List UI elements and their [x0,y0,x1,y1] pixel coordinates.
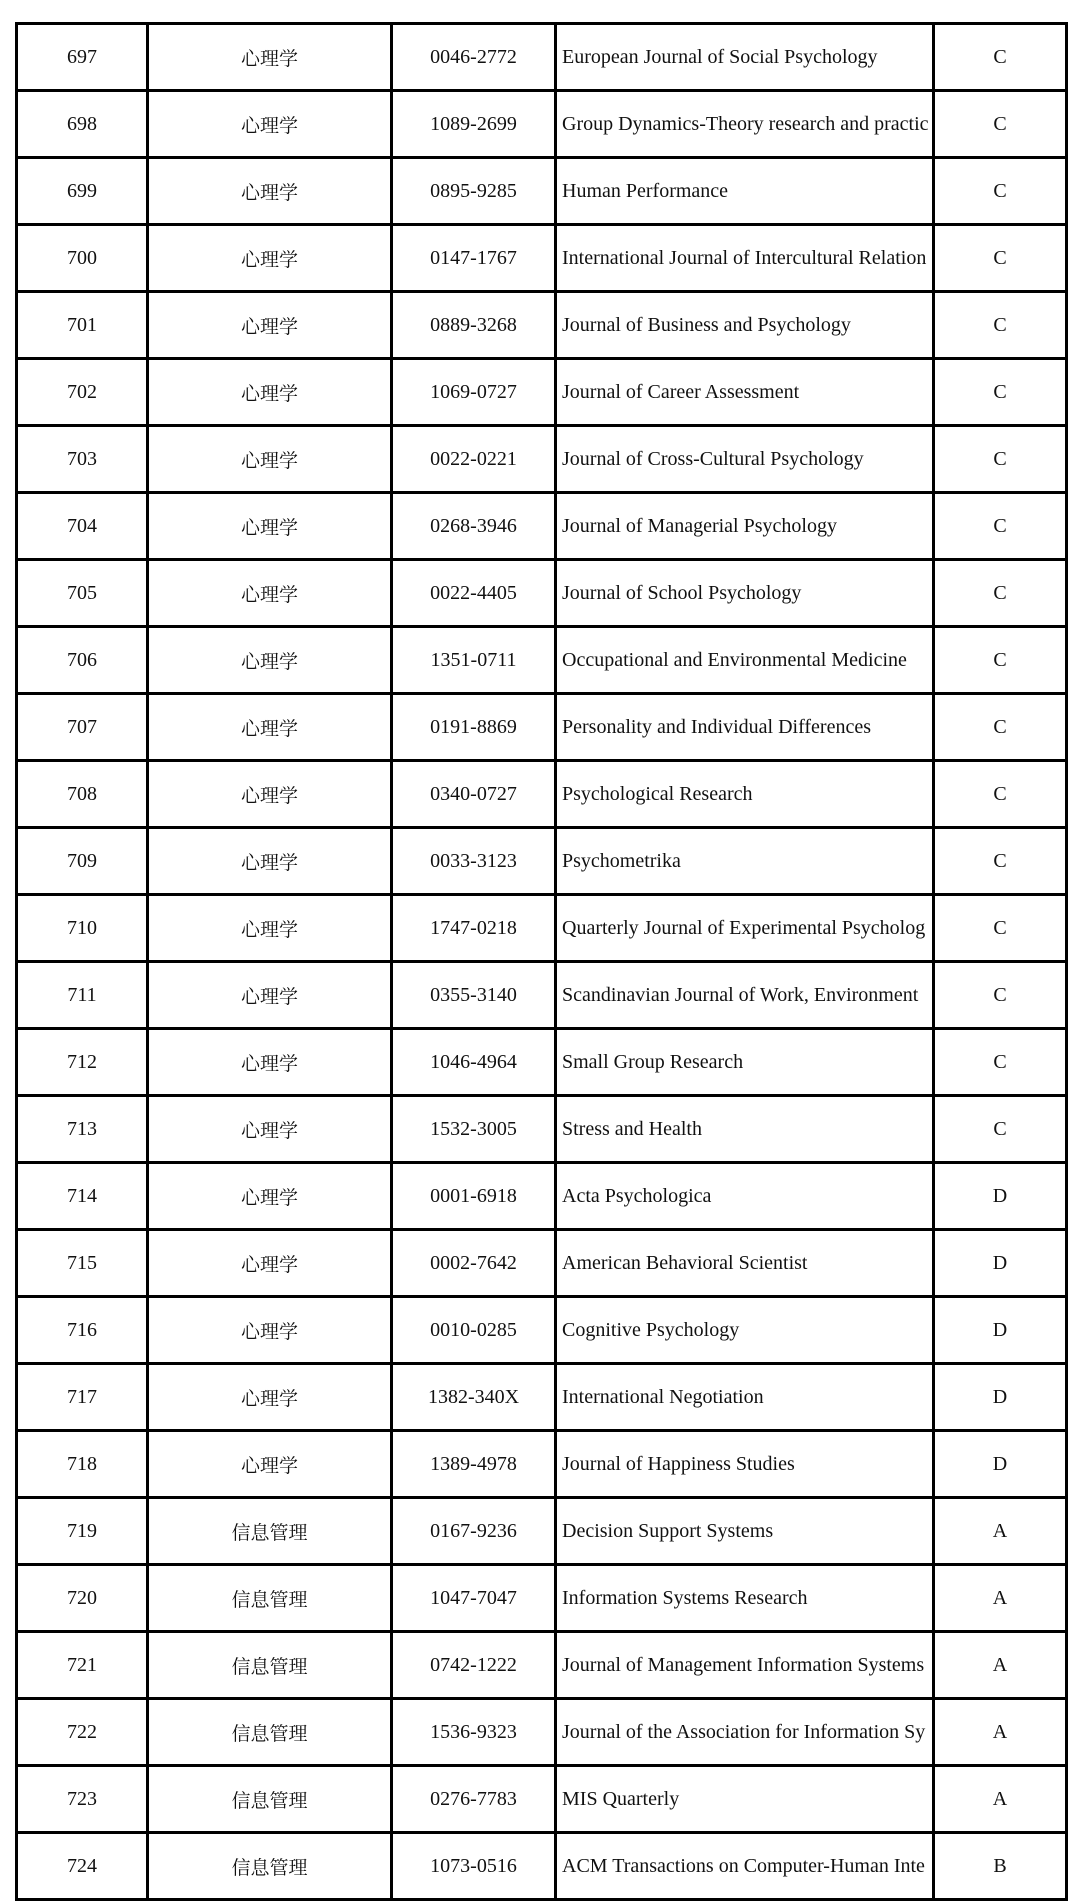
journal-name-cell: Quarterly Journal of Experimental Psycholog [556,895,934,962]
discipline-cell: 心理学 [148,560,392,627]
journal-name-cell: Journal of Management Information Systems [556,1632,934,1699]
issn-cell: 0010-0285 [392,1297,556,1364]
grade-cell: C [934,158,1067,225]
journal-name-cell: Journal of Business and Psychology [556,292,934,359]
issn-cell: 1351-0711 [392,627,556,694]
journal-name-cell: Psychological Research [556,761,934,828]
grade-cell: C [934,91,1067,158]
discipline-cell: 心理学 [148,761,392,828]
grade-cell: B [934,1833,1067,1900]
table-row [17,1431,1067,1498]
discipline-cell: 心理学 [148,1297,392,1364]
table-row [17,225,1067,292]
table-row [17,1565,1067,1632]
table-row [17,426,1067,493]
issn-cell: 0033-3123 [392,828,556,895]
issn-cell: 0742-1222 [392,1632,556,1699]
issn-cell: 0167-9236 [392,1498,556,1565]
issn-cell: 1047-7047 [392,1565,556,1632]
row-number-cell: 714 [17,1163,148,1230]
row-number-cell: 697 [17,24,148,91]
issn-cell: 1069-0727 [392,359,556,426]
discipline-cell: 心理学 [148,292,392,359]
grade-cell: A [934,1766,1067,1833]
journal-name-cell: European Journal of Social Psychology [556,24,934,91]
row-number-cell: 720 [17,1565,148,1632]
grade-cell: A [934,1565,1067,1632]
grade-cell: C [934,1029,1067,1096]
issn-cell: 0268-3946 [392,493,556,560]
row-number-cell: 722 [17,1699,148,1766]
row-number-cell: 699 [17,158,148,225]
discipline-cell: 心理学 [148,1096,392,1163]
grade-cell: C [934,292,1067,359]
table-row [17,627,1067,694]
table-row [17,962,1067,1029]
row-number-cell: 719 [17,1498,148,1565]
row-number-cell: 713 [17,1096,148,1163]
discipline-cell: 心理学 [148,426,392,493]
discipline-cell: 心理学 [148,91,392,158]
table-row [17,761,1067,828]
issn-cell: 0002-7642 [392,1230,556,1297]
discipline-cell: 心理学 [148,1431,392,1498]
grade-cell: C [934,560,1067,627]
journal-name-cell: Stress and Health [556,1096,934,1163]
grade-cell: C [934,24,1067,91]
discipline-cell: 心理学 [148,493,392,560]
journal-name-cell: Decision Support Systems [556,1498,934,1565]
table-row [17,493,1067,560]
issn-cell: 0022-4405 [392,560,556,627]
table-row [17,1364,1067,1431]
grade-cell: C [934,1096,1067,1163]
issn-cell: 0889-3268 [392,292,556,359]
journal-name-cell: Journal of School Psychology [556,560,934,627]
discipline-cell: 信息管理 [148,1833,392,1900]
row-number-cell: 700 [17,225,148,292]
issn-cell: 0022-0221 [392,426,556,493]
table-row [17,1230,1067,1297]
journal-name-cell: Journal of Happiness Studies [556,1431,934,1498]
journal-name-cell: Small Group Research [556,1029,934,1096]
discipline-cell: 心理学 [148,1029,392,1096]
discipline-cell: 心理学 [148,694,392,761]
journal-name-cell: Information Systems Research [556,1565,934,1632]
row-number-cell: 711 [17,962,148,1029]
issn-cell: 1073-0516 [392,1833,556,1900]
issn-cell: 1046-4964 [392,1029,556,1096]
discipline-cell: 心理学 [148,895,392,962]
row-number-cell: 723 [17,1766,148,1833]
issn-cell: 0001-6918 [392,1163,556,1230]
table-row [17,24,1067,91]
discipline-cell: 心理学 [148,158,392,225]
discipline-cell: 心理学 [148,627,392,694]
grade-cell: C [934,426,1067,493]
discipline-cell: 信息管理 [148,1632,392,1699]
table-row [17,292,1067,359]
journal-name-cell: International Negotiation [556,1364,934,1431]
grade-cell: C [934,359,1067,426]
grade-cell: A [934,1632,1067,1699]
row-number-cell: 708 [17,761,148,828]
table-row [17,560,1067,627]
journal-name-cell: International Journal of Intercultural Relation [556,225,934,292]
journal-name-cell: ACM Transactions on Computer-Human Inte [556,1833,934,1900]
table-row [17,895,1067,962]
journal-name-cell: Occupational and Environmental Medicine [556,627,934,694]
table-row [17,1699,1067,1766]
journal-name-cell: Acta Psychologica [556,1163,934,1230]
grade-cell: D [934,1431,1067,1498]
discipline-cell: 信息管理 [148,1766,392,1833]
table-row [17,1632,1067,1699]
row-number-cell: 721 [17,1632,148,1699]
issn-cell: 0355-3140 [392,962,556,1029]
grade-cell: D [934,1297,1067,1364]
row-number-cell: 707 [17,694,148,761]
table-row [17,1096,1067,1163]
issn-cell: 1389-4978 [392,1431,556,1498]
row-number-cell: 703 [17,426,148,493]
issn-cell: 1536-9323 [392,1699,556,1766]
row-number-cell: 715 [17,1230,148,1297]
journal-name-cell: American Behavioral Scientist [556,1230,934,1297]
journal-table-body [17,24,1067,1900]
discipline-cell: 心理学 [148,962,392,1029]
table-row [17,1297,1067,1364]
discipline-cell: 心理学 [148,24,392,91]
issn-cell: 1747-0218 [392,895,556,962]
journal-name-cell: Psychometrika [556,828,934,895]
issn-cell: 0895-9285 [392,158,556,225]
grade-cell: C [934,895,1067,962]
row-number-cell: 712 [17,1029,148,1096]
row-number-cell: 716 [17,1297,148,1364]
journal-name-cell: Cognitive Psychology [556,1297,934,1364]
issn-cell: 0276-7783 [392,1766,556,1833]
table-row [17,1163,1067,1230]
row-number-cell: 704 [17,493,148,560]
journal-name-cell: Human Performance [556,158,934,225]
row-number-cell: 698 [17,91,148,158]
row-number-cell: 717 [17,1364,148,1431]
journal-name-cell: Journal of Cross-Cultural Psychology [556,426,934,493]
grade-cell: C [934,627,1067,694]
row-number-cell: 706 [17,627,148,694]
row-number-cell: 701 [17,292,148,359]
issn-cell: 0046-2772 [392,24,556,91]
discipline-cell: 心理学 [148,828,392,895]
issn-cell: 1089-2699 [392,91,556,158]
issn-cell: 0191-8869 [392,694,556,761]
row-number-cell: 705 [17,560,148,627]
table-row [17,1029,1067,1096]
row-number-cell: 718 [17,1431,148,1498]
discipline-cell: 心理学 [148,1364,392,1431]
journal-name-cell: Journal of Career Assessment [556,359,934,426]
discipline-cell: 信息管理 [148,1699,392,1766]
journal-name-cell: Personality and Individual Differences [556,694,934,761]
row-number-cell: 724 [17,1833,148,1900]
grade-cell: C [934,962,1067,1029]
grade-cell: C [934,225,1067,292]
grade-cell: C [934,828,1067,895]
issn-cell: 1532-3005 [392,1096,556,1163]
discipline-cell: 信息管理 [148,1565,392,1632]
journal-name-cell: Journal of Managerial Psychology [556,493,934,560]
table-row [17,1498,1067,1565]
table-row [17,1766,1067,1833]
grade-cell: D [934,1364,1067,1431]
journal-name-cell: MIS Quarterly [556,1766,934,1833]
discipline-cell: 心理学 [148,1163,392,1230]
row-number-cell: 710 [17,895,148,962]
grade-cell: D [934,1163,1067,1230]
journal-name-cell: Group Dynamics-Theory research and practic [556,91,934,158]
issn-cell: 0340-0727 [392,761,556,828]
grade-cell: D [934,1230,1067,1297]
grade-cell: A [934,1699,1067,1766]
grade-cell: C [934,694,1067,761]
row-number-cell: 702 [17,359,148,426]
row-number-cell: 709 [17,828,148,895]
issn-cell: 0147-1767 [392,225,556,292]
discipline-cell: 心理学 [148,1230,392,1297]
discipline-cell: 心理学 [148,225,392,292]
grade-cell: C [934,493,1067,560]
journal-table [15,22,1068,1901]
discipline-cell: 信息管理 [148,1498,392,1565]
discipline-cell: 心理学 [148,359,392,426]
journal-name-cell: Journal of the Association for Information Sy [556,1699,934,1766]
table-row [17,828,1067,895]
journal-name-cell: Scandinavian Journal of Work, Environment [556,962,934,1029]
grade-cell: C [934,761,1067,828]
table-row [17,1833,1067,1900]
table-row [17,158,1067,225]
table-row [17,91,1067,158]
grade-cell: A [934,1498,1067,1565]
issn-cell: 1382-340X [392,1364,556,1431]
table-row [17,694,1067,761]
table-row [17,359,1067,426]
